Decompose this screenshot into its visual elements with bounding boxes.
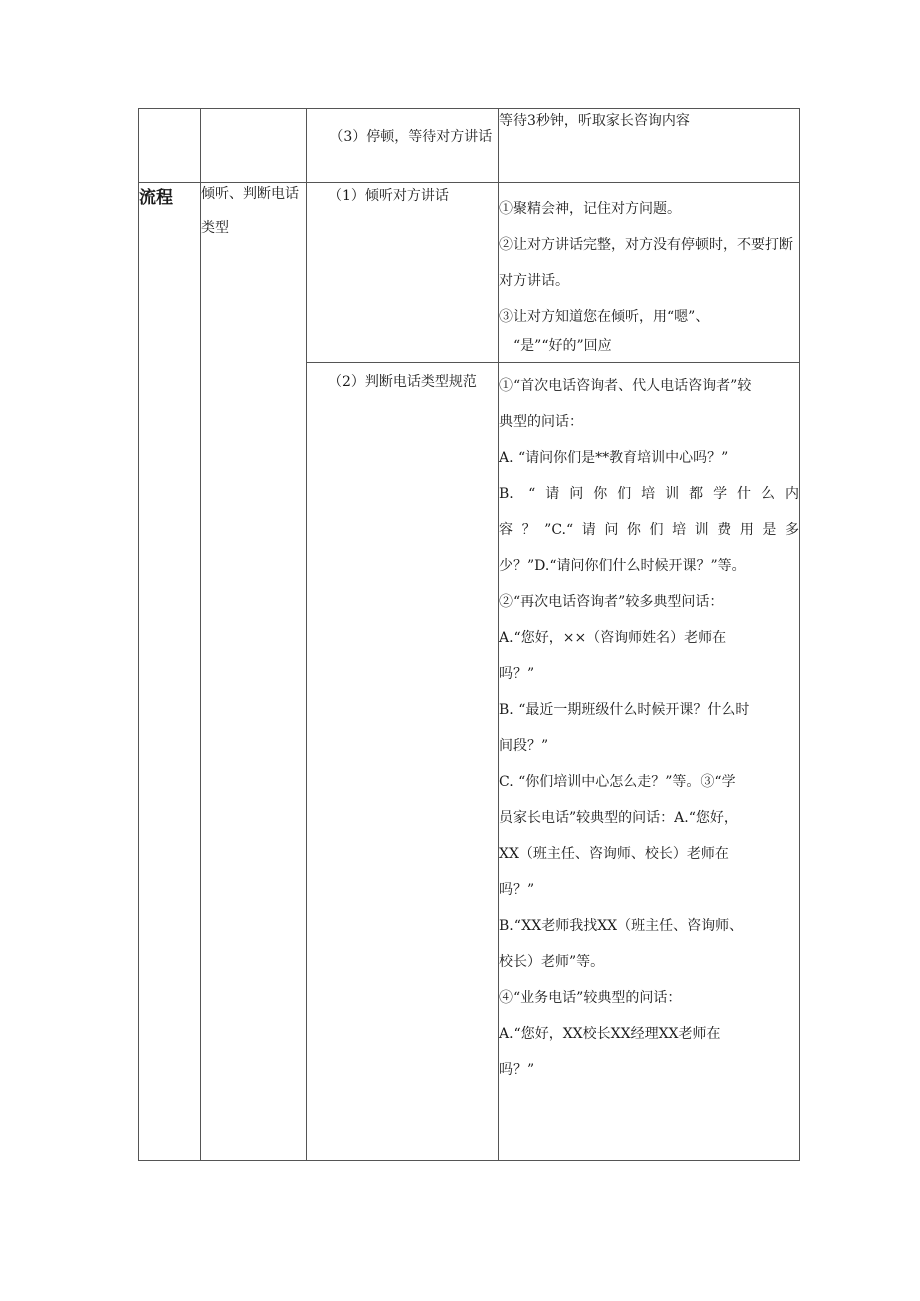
list-item: B. “请问你们培训都学什么内 — [499, 486, 799, 502]
list-item: 容？”C.“请问你们培训费用是多 — [499, 522, 799, 538]
list-item: C. “你们培训中心怎么走？”等。③“学 — [499, 774, 736, 790]
list-item: 吗？” — [499, 882, 535, 898]
list-item: 吗？” — [499, 666, 535, 682]
list-item: A.“您好，XX校长XX经理XX老师在 — [499, 1026, 721, 1042]
list-item: 少？”D.“请问你们什么时候开课？”等。 — [499, 558, 746, 574]
task-cell-empty — [201, 109, 307, 183]
pause-detail-cell — [499, 109, 800, 183]
pause-step-text: （3）停顿，等待对方讲话 — [329, 129, 493, 145]
judge-lines-cell — [499, 363, 800, 1161]
pause-step-cell — [307, 109, 499, 183]
list-item: B.“XX老师我找XX（班主任、咨询师、 — [499, 918, 744, 934]
stage-cell — [139, 183, 201, 1161]
list-item: ②“再次电话咨询者”较多典型问话： — [499, 594, 724, 610]
task-label: 倾听、判断电话类型 — [201, 186, 299, 236]
list-item: ①“首次电话咨询者、代人电话咨询者”较 — [499, 378, 752, 394]
judge-step-text: （2）判断电话类型规范 — [328, 374, 477, 390]
pause-detail-text: 等待3秒钟，听取家长咨询内容 — [499, 113, 690, 129]
list-item: ④“业务电话”较典型的问话： — [499, 990, 682, 1006]
list-item: XX（班主任、咨询师、校长）老师在 — [499, 846, 729, 862]
list-item: A.“您好，××（咨询师姓名）老师在 — [499, 630, 727, 646]
list-item: ①聚精会神，记住对方问题。 — [499, 201, 681, 217]
list-item: 校长）老师”等。 — [499, 954, 605, 970]
list-item: A. “请问你们是**教育培训中心吗？” — [499, 450, 729, 466]
task-cell — [201, 183, 307, 1161]
stage-label: 流程 — [139, 188, 173, 208]
procedure-table — [138, 108, 800, 1161]
list-item: ③让对方知道您在倾听，用“嗯”、 — [499, 309, 710, 325]
list-item: “是”“好的”回应 — [513, 338, 612, 354]
listen-step-cell — [307, 183, 499, 363]
list-item: 典型的问话： — [499, 414, 583, 430]
listen-points-cell — [499, 183, 800, 363]
listen-step-text: （1）倾听对方讲话 — [328, 188, 449, 204]
table-row-pause — [139, 109, 800, 183]
list-item: B. “最近一期班级什么时候开课？什么时 — [499, 702, 750, 718]
table-row-listen — [139, 183, 800, 363]
stage-cell-empty — [139, 109, 201, 183]
judge-step-cell — [307, 363, 499, 1161]
list-item: 间段？” — [499, 738, 549, 754]
list-item: 吗？” — [499, 1062, 535, 1078]
list-item: 员家长电话”较典型的问话：A.“您好， — [499, 810, 738, 826]
list-item: ②让对方讲话完整，对方没有停顿时，不要打断对方讲话。 — [499, 237, 793, 289]
